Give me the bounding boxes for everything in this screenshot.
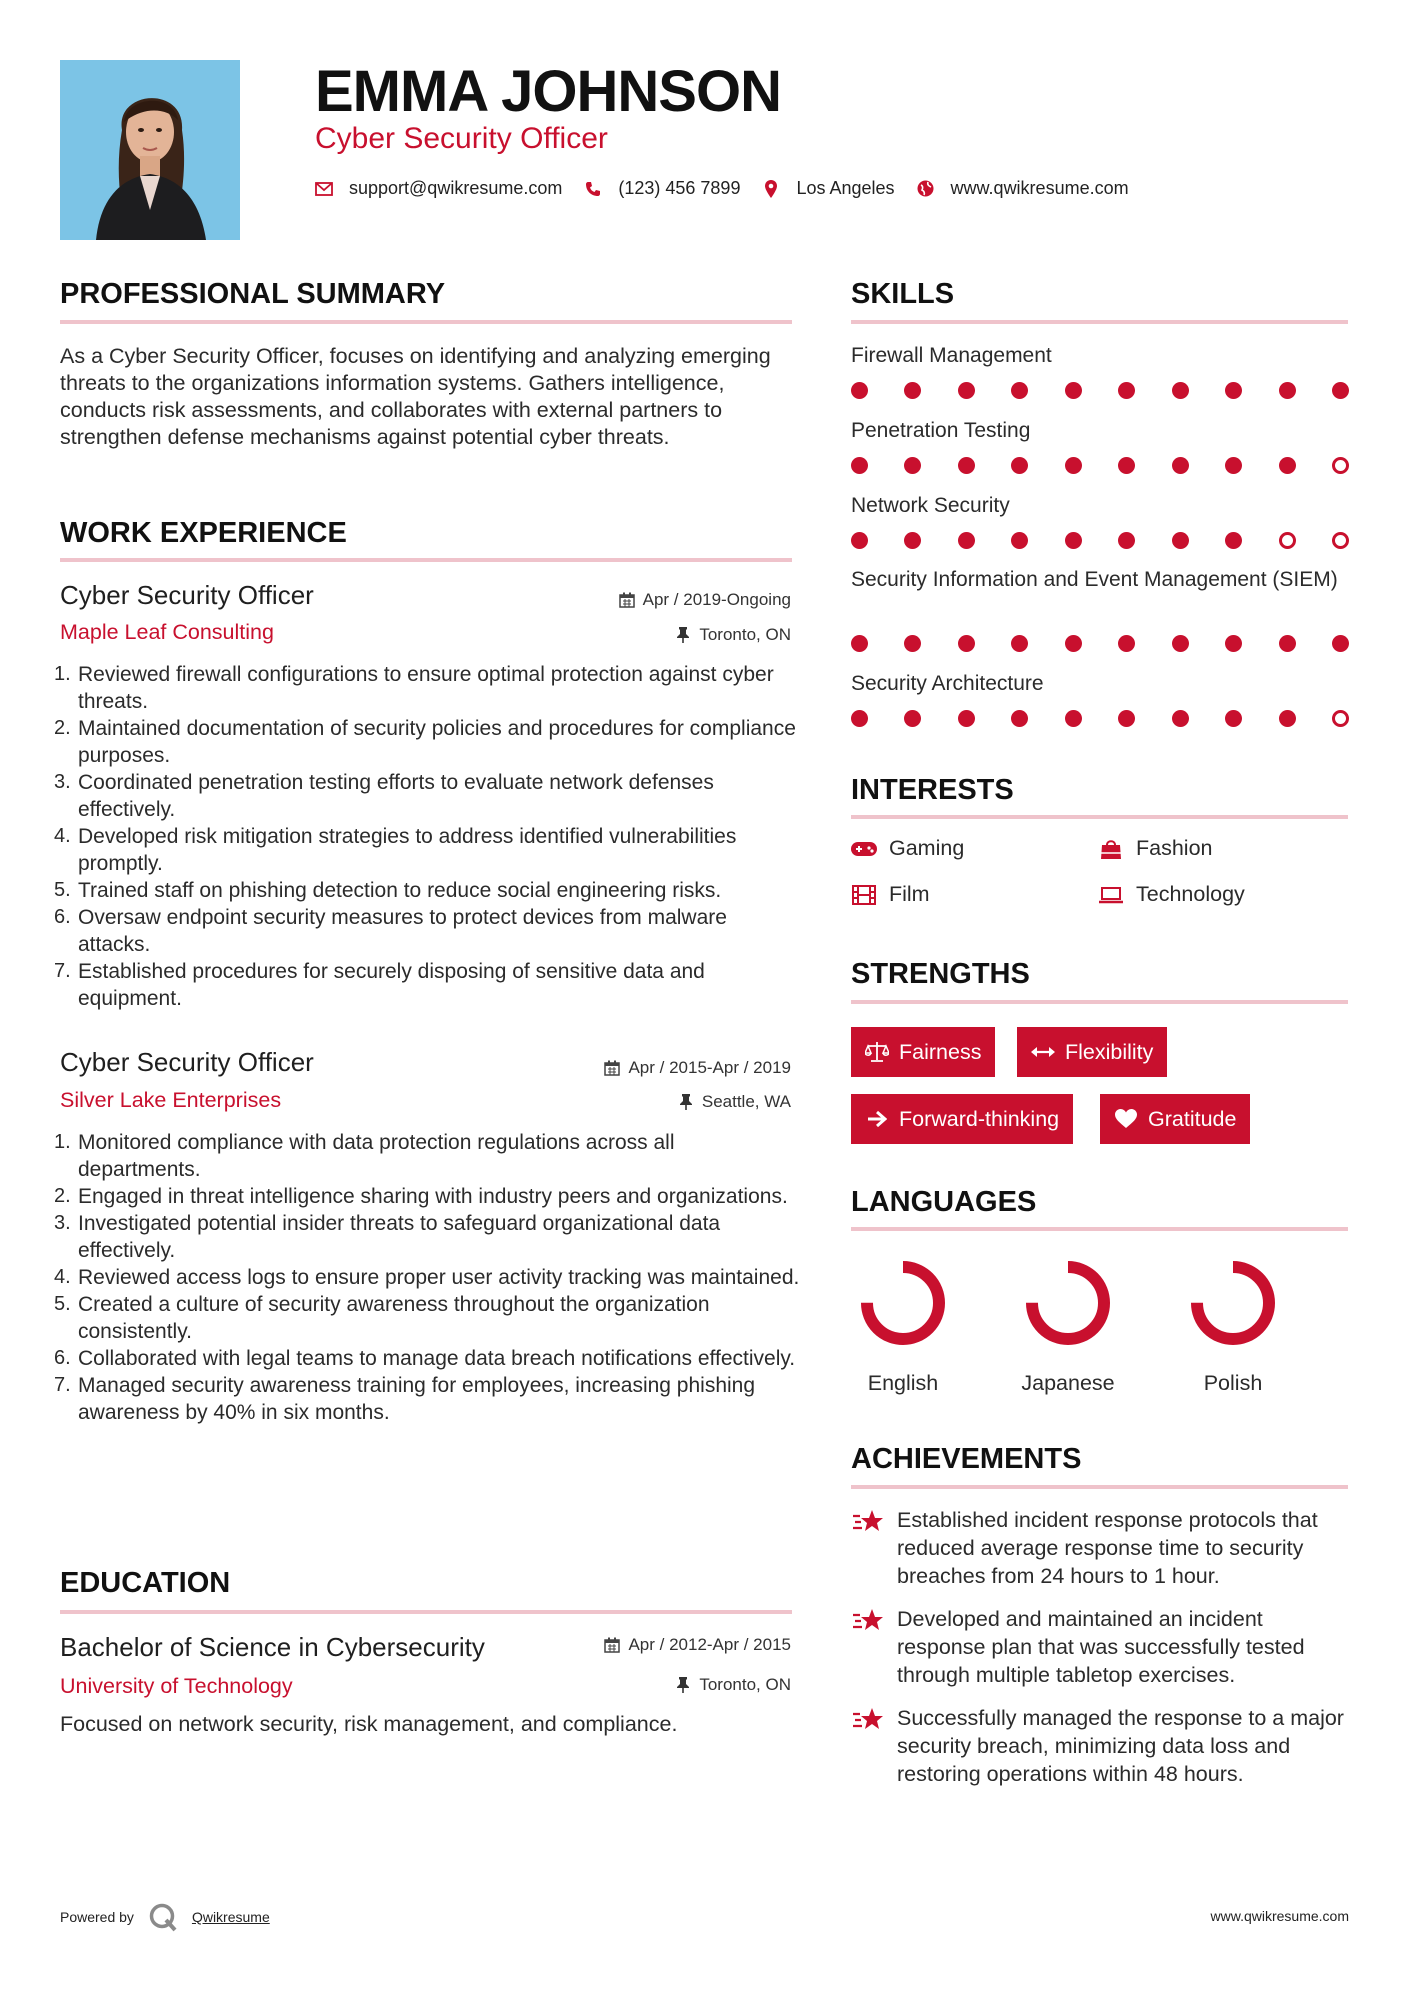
filled-dot bbox=[958, 710, 975, 727]
filled-dot bbox=[1065, 532, 1082, 549]
filled-dot bbox=[1118, 710, 1135, 727]
filled-dot bbox=[904, 635, 921, 652]
job-location-text: Toronto, ON bbox=[699, 625, 791, 644]
achievement-item bbox=[851, 1506, 1351, 1590]
filled-dot bbox=[1065, 635, 1082, 652]
education-description: Focused on network security, risk management, and compliance. bbox=[60, 1712, 678, 1736]
interest-label: Technology bbox=[1136, 882, 1245, 906]
filled-dot bbox=[851, 382, 868, 399]
skill-name: Security Information and Event Management (SIEM) bbox=[851, 568, 1338, 591]
gamepad-icon bbox=[851, 838, 877, 860]
interest-label: Fashion bbox=[1136, 836, 1213, 860]
calendar-icon bbox=[604, 1637, 620, 1653]
filled-dot bbox=[1065, 710, 1082, 727]
experience-heading: WORK EXPERIENCE bbox=[60, 517, 347, 549]
filled-dot bbox=[1225, 710, 1242, 727]
list-item: Developed risk mitigation strategies to address identified vulnerabilities promptly. bbox=[78, 825, 737, 875]
filled-dot bbox=[1118, 457, 1135, 474]
job-duties-list bbox=[60, 1129, 800, 1426]
filled-dot bbox=[851, 710, 868, 727]
list-item: Investigated potential insider threats to safeguard organizational data effectively. bbox=[78, 1212, 721, 1262]
strength-tag bbox=[851, 1094, 1073, 1144]
profile-photo bbox=[60, 60, 240, 240]
footer-website[interactable]: www.qwikresume.com bbox=[1210, 1908, 1349, 1924]
laptop-icon bbox=[1098, 884, 1124, 906]
achievement-text: Established incident response protocols that reduced average response time to security breaches from 24 hours to 1 hour. bbox=[897, 1508, 1318, 1588]
email-text: support@qwikresume.com bbox=[349, 178, 563, 198]
experience-divider bbox=[60, 558, 792, 562]
phone-icon bbox=[584, 180, 602, 198]
skill-rating bbox=[851, 532, 1349, 549]
envelope-icon bbox=[315, 180, 333, 198]
calendar-icon bbox=[619, 592, 635, 608]
skills-divider bbox=[851, 320, 1348, 324]
qwikresume-logo-icon bbox=[148, 1902, 178, 1932]
filled-dot bbox=[1065, 457, 1082, 474]
brand-link[interactable]: Qwikresume bbox=[191, 1909, 270, 1925]
job-title: Cyber Security Officer bbox=[60, 1047, 314, 1077]
skill-name: Penetration Testing bbox=[851, 419, 1031, 442]
education-location-text: Toronto, ON bbox=[699, 1675, 791, 1694]
filled-dot bbox=[1172, 382, 1189, 399]
filled-dot bbox=[851, 532, 868, 549]
list-item: Oversaw endpoint security measures to protect devices from malware attacks. bbox=[78, 906, 727, 956]
strength-label: Gratitude bbox=[1148, 1106, 1237, 1131]
interest-item bbox=[1098, 882, 1245, 907]
achievement-text: Successfully managed the response to a major security breach, minimizing data loss and restoring operations within 48 hours. bbox=[897, 1706, 1344, 1786]
pushpin-icon bbox=[675, 1677, 691, 1693]
list-item: Managed security awareness training for employees, increasing phishing awareness by 40% in six months. bbox=[78, 1374, 756, 1424]
filled-dot bbox=[1118, 532, 1135, 549]
achievements-heading: ACHIEVEMENTS bbox=[851, 1443, 1082, 1475]
list-item: Reviewed firewall configurations to ensure optimal protection against cyber threats. bbox=[78, 663, 774, 713]
strength-label: Fairness bbox=[899, 1039, 982, 1064]
location-text: Los Angeles bbox=[796, 178, 895, 198]
skill-rating bbox=[851, 635, 1349, 652]
contact-phone[interactable] bbox=[584, 178, 740, 199]
achievements-divider bbox=[851, 1485, 1348, 1489]
interest-label: Gaming bbox=[889, 836, 965, 860]
contact-bar bbox=[315, 178, 1151, 199]
contact-location bbox=[762, 178, 894, 199]
education-divider bbox=[60, 1610, 792, 1614]
job-dates bbox=[604, 1058, 791, 1078]
footer-powered-by bbox=[60, 1902, 270, 1932]
languages-divider bbox=[851, 1227, 1348, 1231]
star-badge-icon bbox=[851, 1706, 885, 1734]
job-title: Cyber Security Officer bbox=[60, 580, 314, 610]
summary-divider bbox=[60, 320, 792, 324]
language-proficiency-ring bbox=[1018, 1253, 1118, 1353]
list-item: Collaborated with legal teams to manage data breach notifications effectively. bbox=[78, 1347, 796, 1370]
list-item: Created a culture of security awareness throughout the organization consistently. bbox=[78, 1293, 710, 1343]
empty-dot bbox=[1332, 710, 1349, 727]
job-location bbox=[678, 1092, 791, 1112]
phone-text: (123) 456 7899 bbox=[618, 178, 741, 198]
filled-dot bbox=[1225, 635, 1242, 652]
job-dates bbox=[619, 590, 791, 610]
language-item bbox=[1168, 1253, 1298, 1396]
candidate-name: EMMA JOHNSON bbox=[315, 59, 781, 124]
filled-dot bbox=[904, 532, 921, 549]
filled-dot bbox=[1172, 457, 1189, 474]
filled-dot bbox=[1118, 635, 1135, 652]
job-dates-text: Apr / 2015-Apr / 2019 bbox=[628, 1058, 791, 1077]
shopping-bag-icon bbox=[1098, 838, 1124, 860]
filled-dot bbox=[1225, 532, 1242, 549]
filled-dot bbox=[1225, 457, 1242, 474]
strength-tag bbox=[851, 1027, 995, 1077]
filled-dot bbox=[851, 457, 868, 474]
job-location-text: Seattle, WA bbox=[701, 1092, 791, 1111]
education-heading: EDUCATION bbox=[60, 1567, 231, 1599]
filled-dot bbox=[1011, 457, 1028, 474]
filled-dot bbox=[904, 710, 921, 727]
filled-dot bbox=[1332, 635, 1349, 652]
balance-scale-icon bbox=[865, 1041, 889, 1063]
achievement-text: Developed and maintained an incident response plan that was successfully tested through multiple tabletop exercises. bbox=[897, 1607, 1305, 1687]
language-name: Polish bbox=[1203, 1371, 1263, 1395]
film-icon bbox=[851, 884, 877, 906]
filled-dot bbox=[958, 532, 975, 549]
language-item bbox=[838, 1253, 968, 1396]
filled-dot bbox=[1225, 382, 1242, 399]
filled-dot bbox=[1172, 710, 1189, 727]
list-item: Monitored compliance with data protection regulations across all departments. bbox=[78, 1131, 675, 1181]
filled-dot bbox=[904, 382, 921, 399]
interest-item bbox=[1098, 836, 1213, 861]
star-badge-icon bbox=[851, 1508, 885, 1536]
interest-label: Film bbox=[889, 882, 930, 906]
list-item: Maintained documentation of security policies and procedures for compliance purposes. bbox=[78, 717, 796, 767]
language-name: English bbox=[867, 1371, 939, 1395]
skill-name: Security Architecture bbox=[851, 672, 1044, 695]
list-item: Established procedures for securely disposing of sensitive data and equipment. bbox=[78, 960, 705, 1010]
filled-dot bbox=[1011, 382, 1028, 399]
summary-text: As a Cyber Security Officer, focuses on identifying and analyzing emerging threats to the organizations information systems. Gathers intelligence, conducts risk assessments, and collaborates with external partners to strengthen defense mechanisms against potential cyber threats. bbox=[60, 344, 771, 449]
calendar-icon bbox=[604, 1060, 620, 1076]
strength-tag bbox=[1100, 1094, 1250, 1144]
education-dates bbox=[604, 1635, 791, 1655]
language-proficiency-ring bbox=[853, 1253, 953, 1353]
pushpin-icon bbox=[675, 627, 691, 643]
star-badge-icon bbox=[851, 1607, 885, 1635]
empty-dot bbox=[1279, 532, 1296, 549]
filled-dot bbox=[1279, 457, 1296, 474]
list-item: Coordinated penetration testing efforts to evaluate network defenses effectively. bbox=[78, 771, 714, 821]
filled-dot bbox=[958, 635, 975, 652]
skill-rating bbox=[851, 710, 1349, 727]
contact-website[interactable] bbox=[917, 178, 1129, 199]
strengths-heading: STRENGTHS bbox=[851, 958, 1030, 990]
list-item: Engaged in threat intelligence sharing with industry peers and organizations. bbox=[78, 1185, 788, 1208]
strength-tag bbox=[1017, 1027, 1167, 1077]
arrow-right-icon bbox=[865, 1108, 889, 1130]
list-item: Reviewed access logs to ensure proper user activity tracking was maintained. bbox=[78, 1266, 800, 1289]
filled-dot bbox=[1279, 382, 1296, 399]
filled-dot bbox=[1011, 532, 1028, 549]
filled-dot bbox=[1172, 635, 1189, 652]
filled-dot bbox=[851, 635, 868, 652]
skill-rating bbox=[851, 382, 1349, 399]
filled-dot bbox=[1065, 382, 1082, 399]
job-dates-text: Apr / 2019-Ongoing bbox=[642, 590, 791, 609]
strength-label: Flexibility bbox=[1065, 1039, 1154, 1064]
filled-dot bbox=[1332, 382, 1349, 399]
skill-rating bbox=[851, 457, 1349, 474]
candidate-role: Cyber Security Officer bbox=[315, 122, 608, 155]
filled-dot bbox=[958, 457, 975, 474]
list-item: Trained staff on phishing detection to reduce social engineering risks. bbox=[78, 879, 722, 902]
empty-dot bbox=[1332, 532, 1349, 549]
powered-by-text: Powered by bbox=[60, 1909, 134, 1925]
education-location bbox=[675, 1675, 791, 1695]
contact-email[interactable] bbox=[315, 178, 562, 199]
website-text: www.qwikresume.com bbox=[950, 178, 1129, 198]
interest-item bbox=[851, 882, 930, 907]
filled-dot bbox=[958, 382, 975, 399]
interests-heading: INTERESTS bbox=[851, 774, 1014, 806]
filled-dot bbox=[1011, 635, 1028, 652]
empty-dot bbox=[1332, 457, 1349, 474]
filled-dot bbox=[1279, 635, 1296, 652]
pushpin-icon bbox=[678, 1094, 694, 1110]
strength-label: Forward-thinking bbox=[899, 1106, 1060, 1131]
job-location bbox=[675, 625, 791, 645]
skill-name: Firewall Management bbox=[851, 344, 1052, 367]
globe-icon bbox=[917, 180, 935, 198]
achievement-item bbox=[851, 1605, 1351, 1689]
filled-dot bbox=[1172, 532, 1189, 549]
heart-icon bbox=[1114, 1108, 1138, 1130]
achievement-item bbox=[851, 1704, 1351, 1788]
filled-dot bbox=[904, 457, 921, 474]
interest-item bbox=[851, 836, 964, 861]
interests-divider bbox=[851, 815, 1348, 819]
skill-name: Network Security bbox=[851, 494, 1010, 517]
arrows-horizontal-icon bbox=[1031, 1041, 1055, 1063]
filled-dot bbox=[1279, 710, 1296, 727]
language-name: Japanese bbox=[1021, 1371, 1115, 1395]
language-proficiency-ring bbox=[1183, 1253, 1283, 1353]
strengths-divider bbox=[851, 1000, 1348, 1004]
language-item bbox=[1003, 1253, 1133, 1396]
job-company: Silver Lake Enterprises bbox=[60, 1088, 282, 1112]
school-name: University of Technology bbox=[60, 1674, 293, 1698]
languages-heading: LANGUAGES bbox=[851, 1186, 1037, 1218]
degree-title: Bachelor of Science in Cybersecurity bbox=[60, 1632, 485, 1662]
education-dates-text: Apr / 2012-Apr / 2015 bbox=[628, 1635, 791, 1654]
filled-dot bbox=[1118, 382, 1135, 399]
job-duties-list bbox=[60, 661, 800, 1012]
skills-heading: SKILLS bbox=[851, 278, 955, 310]
map-marker-icon bbox=[762, 180, 780, 198]
filled-dot bbox=[1011, 710, 1028, 727]
job-company: Maple Leaf Consulting bbox=[60, 620, 274, 644]
summary-heading: PROFESSIONAL SUMMARY bbox=[60, 278, 446, 310]
